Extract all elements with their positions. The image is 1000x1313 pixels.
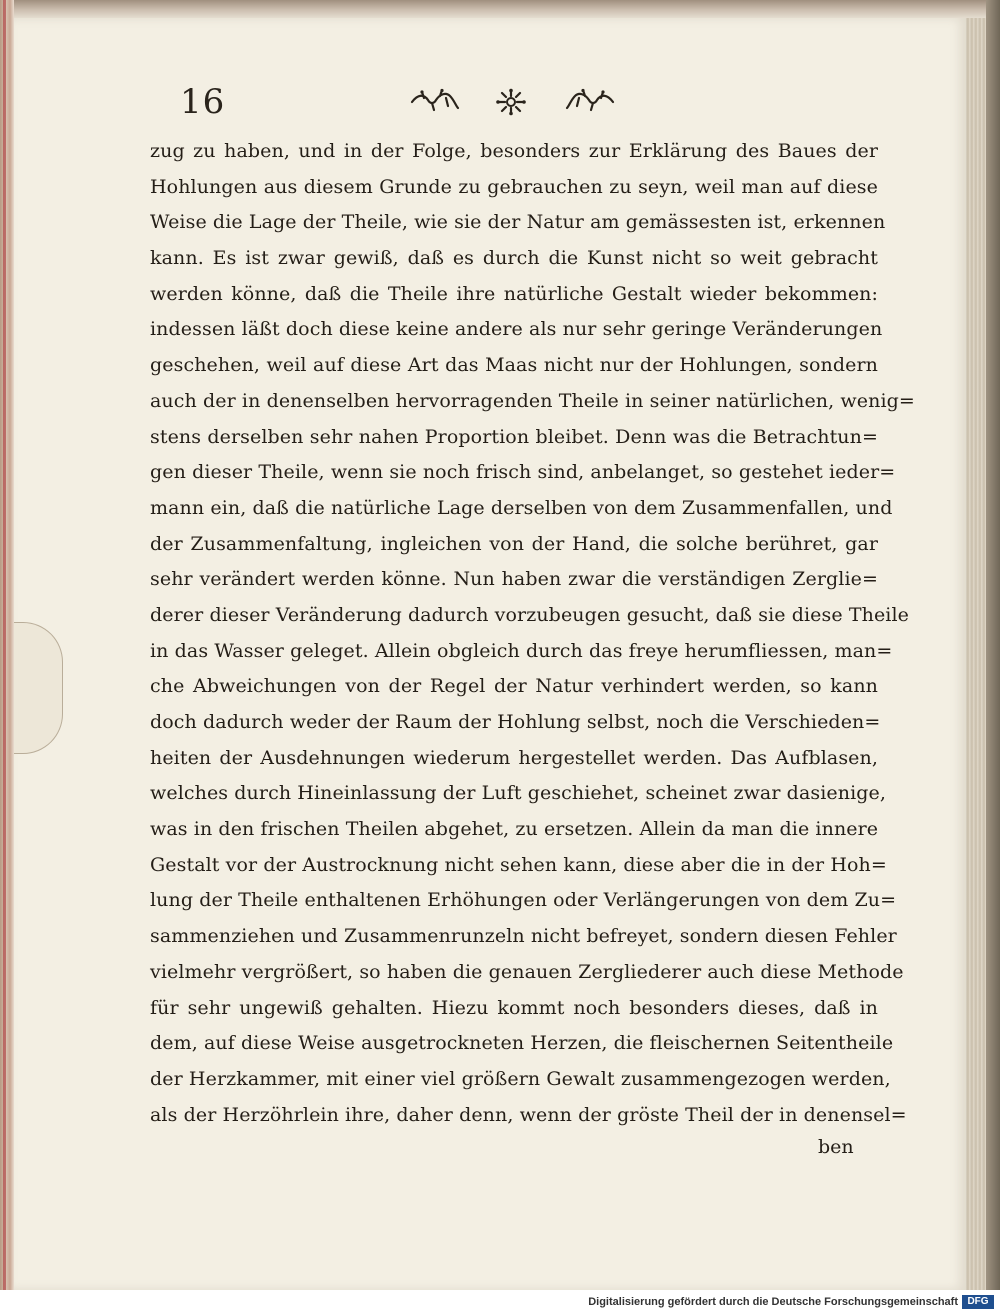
inserted-paper-slip	[14, 622, 63, 754]
text-line: Hohlungen aus diesem Grunde zu gebrauchen zu seyn, weil man auf diese	[150, 175, 878, 198]
text-line: vielmehr vergrößert, so haben die genauen Zergliederer auch diese Methode	[150, 960, 904, 983]
text-line: stens derselben sehr nahen Proportion bleibet. Denn was die Betrachtun=	[150, 425, 878, 448]
text-line: heiten der Ausdehnungen wiederum hergestellet werden. Das Aufblasen,	[150, 746, 878, 769]
text-line: der Herzkammer, mit einer viel größern Gewalt zusammengezogen werden,	[150, 1067, 891, 1090]
text-line: dem, auf diese Weise ausgetrockneten Herzen, die fleischernen Seitentheile	[150, 1032, 894, 1055]
binding-top-edge	[0, 0, 1000, 18]
text-line: auch der in denenselben hervorragenden Theile in seiner natürlichen, wenig=	[150, 389, 915, 412]
book-right-edge	[986, 0, 1000, 1290]
text-line: sehr verändert werden könne. Nun haben zwar die verständigen Zerglie=	[150, 568, 878, 591]
text-line: Gestalt vor der Austrocknung nicht sehen kann, diese aber die in der Hoh=	[150, 853, 887, 876]
text-line: werden könne, daß die Theile ihre natürliche Gestalt wieder bekommen:	[150, 282, 878, 305]
fleuron-left-ornament-icon	[410, 88, 460, 116]
text-line: doch dadurch weder der Raum der Hohlung selbst, noch die Verschieden=	[150, 711, 881, 733]
text-line: in das Wasser geleget. Allein obgleich durch das freye herumfliessen, man=	[150, 639, 893, 662]
footer-credit: Digitalisierung gefördert durch die Deutsche Forschungsgemeinschaft	[588, 1296, 958, 1308]
text-line: che Abweichungen von der Regel der Natur verhindert werden, so kann	[150, 675, 878, 698]
page-number: 16	[180, 82, 226, 122]
text-line: derer dieser Veränderung dadurch vorzubeugen gesucht, daß sie diese Theile	[150, 603, 909, 626]
text-line: indessen läßt doch diese keine andere als nur sehr geringe Veränderungen	[150, 318, 883, 341]
text-line: mann ein, daß die natürliche Lage derselben von dem Zusammenfallen, und	[150, 496, 893, 519]
text-line: geschehen, weil auf diese Art das Maas nicht nur der Hohlungen, sondern	[150, 354, 878, 377]
text-line: gen dieser Theile, wenn sie noch frisch sind, anbelanget, so gestehet ieder=	[150, 461, 896, 484]
text-line: sammenziehen und Zusammenrunzeln nicht befreyet, sondern diesen Fehler	[150, 925, 897, 948]
text-line: der Zusammenfaltung, ingleichen von der Hand, die solche berühret, gar	[150, 532, 878, 555]
dfg-logo-icon[interactable]: DFG	[962, 1295, 994, 1309]
fleuron-center-ornament-icon	[494, 88, 528, 116]
text-line: für sehr ungewiß gehalten. Hiezu kommt noch besonders dieses, daß in	[150, 996, 878, 1019]
text-line: zug zu haben, und in der Folge, besonders zur Erklärung des Baues der	[150, 140, 878, 162]
cover-red-stripe	[3, 0, 6, 1290]
fleuron-right-ornament-icon	[565, 88, 615, 116]
text-line: lung der Theile enthaltenen Erhöhungen oder Verlängerungen von dem Zu=	[150, 889, 897, 912]
text-line: kann. Es ist zwar gewiß, daß es durch die Kunst nicht so weit gebracht	[150, 247, 878, 270]
text-line: was in den frischen Theilen abgehet, zu ersetzen. Allein da man die innere	[150, 818, 879, 841]
text-line: als der Herzöhrlein ihre, daher denn, wenn der gröste Theil der in denensel=	[150, 1103, 907, 1126]
text-line: welches durch Hineinlassung der Luft geschiehet, scheinet zwar dasienige,	[150, 782, 887, 805]
catchword: ben	[818, 1136, 854, 1158]
body-text	[150, 134, 915, 1133]
text-line: Weise die Lage der Theile, wie sie der Natur am gemässesten ist, erkennen	[150, 211, 886, 234]
